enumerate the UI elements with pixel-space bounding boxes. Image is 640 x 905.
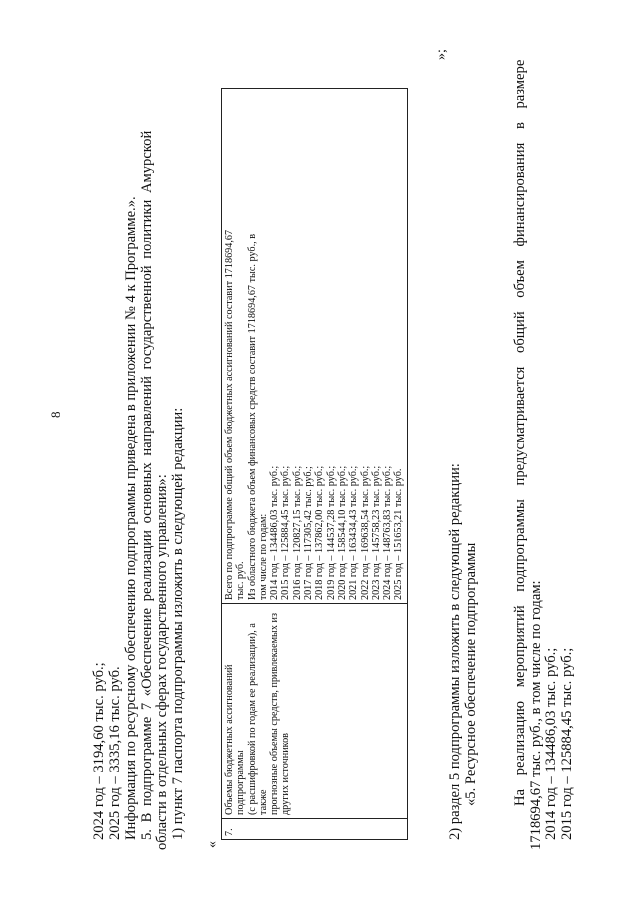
row-value bbox=[222, 89, 408, 604]
item-5-heading: 5. В подпрограмме 7 «Обеспечение реализации основных направлений государственной политики Амурской bbox=[138, 130, 155, 840]
document-body bbox=[92, 50, 612, 850]
value-line: том числе по годам: bbox=[257, 513, 269, 600]
value-line-2017: 2017 год – 117305,42 тыс. руб.; bbox=[303, 466, 315, 600]
page-number: 8 bbox=[48, 411, 63, 418]
budget-line-2014: 2014 год – 134486,03 тыс. руб.; bbox=[543, 647, 560, 840]
resource-paragraph bbox=[513, 60, 575, 850]
value-line-2021: 2021 год – 163434,43 тыс. руб.; bbox=[348, 465, 360, 600]
desc-line: прогнозные объемы средств, привлекаемых из bbox=[269, 613, 281, 815]
desc-line: Объемы бюджетных ассигнований подпрограммы bbox=[224, 664, 247, 815]
budget-line-2015: 2015 год – 125884,45 тыс. руб.; bbox=[558, 647, 575, 840]
desc-line: (с расшифровкой по годам ее реализации), а также bbox=[246, 623, 269, 815]
resource-info-line: Информация по ресурсному обеспечению подпрограммы приведена в приложении № 4 к Программе.». bbox=[123, 196, 139, 840]
value-line: Из областного бюджета объем финансовых средств составит 1718694,67 тыс. руб., в bbox=[246, 233, 258, 600]
value-line: Всего по подпрограмме общий объем бюджетных ассигнований составит 1718694,67 bbox=[224, 229, 235, 600]
budget-line-2024: 2024 год – 3194,60 тыс. руб.; bbox=[91, 662, 107, 840]
item-5-sub-1: 1) пункт 7 паспорта подпрограммы изложить в следующей редакции: bbox=[169, 407, 186, 840]
budget-lines-top bbox=[92, 662, 123, 850]
section-title: «5. Ресурсное обеспечение подпрограммы bbox=[462, 542, 479, 806]
item-5-sub-2: 2) раздел 5 подпрограммы изложить в следующей редакции: bbox=[447, 463, 463, 840]
value-line-2018: 2018 год – 137862,00 тыс. руб.; bbox=[314, 465, 326, 600]
value-line-2014: 2014 год – 134486,03 тыс. руб.; bbox=[269, 465, 281, 600]
desc-line: других источников bbox=[280, 733, 292, 815]
paragraph-line-2: 1718694,67 тыс. руб., в том числе по годам: bbox=[527, 580, 544, 850]
value-line-2016: 2016 год – 120827,15 тыс. руб.; bbox=[291, 465, 303, 600]
value-line: тыс. руб. bbox=[235, 561, 247, 600]
value-line-2025: 2025 год – 151653,21 тыс. руб. bbox=[393, 468, 405, 600]
value-line-2022: 2022 год – 169638,54 тыс. руб.; bbox=[359, 465, 371, 600]
table-row bbox=[222, 89, 408, 840]
value-line-2019: 2019 год – 144537,28 тыс. руб.; bbox=[325, 465, 337, 600]
value-line-2020: 2020 год – 158544,10 тыс. руб.; bbox=[336, 465, 348, 600]
item-5-heading-cont: области в отдельных сферах государственного управления»: bbox=[154, 474, 171, 850]
quote-open-mark: « bbox=[205, 841, 220, 848]
value-line-2015: 2015 год – 125884,45 тыс. руб.; bbox=[280, 465, 292, 600]
section-5-intro bbox=[448, 463, 479, 850]
quote-close-mark: »; bbox=[434, 49, 449, 60]
row-description bbox=[222, 604, 408, 819]
value-line-2023: 2023 год – 145758,23 тыс. руб.; bbox=[370, 465, 382, 600]
row-number: 7. bbox=[222, 819, 408, 840]
paragraph-line-1: На реализацию мероприятий подпрограммы предусматривается общий объем финансирования в размере bbox=[512, 59, 528, 806]
amendment-intro bbox=[124, 131, 186, 850]
value-line-2024: 2024 год – 148763,83 тыс. руб.; bbox=[382, 465, 394, 600]
budget-line-2025: 2025 год – 3335,16 тыс. руб. bbox=[106, 666, 123, 840]
passport-table bbox=[221, 88, 408, 840]
